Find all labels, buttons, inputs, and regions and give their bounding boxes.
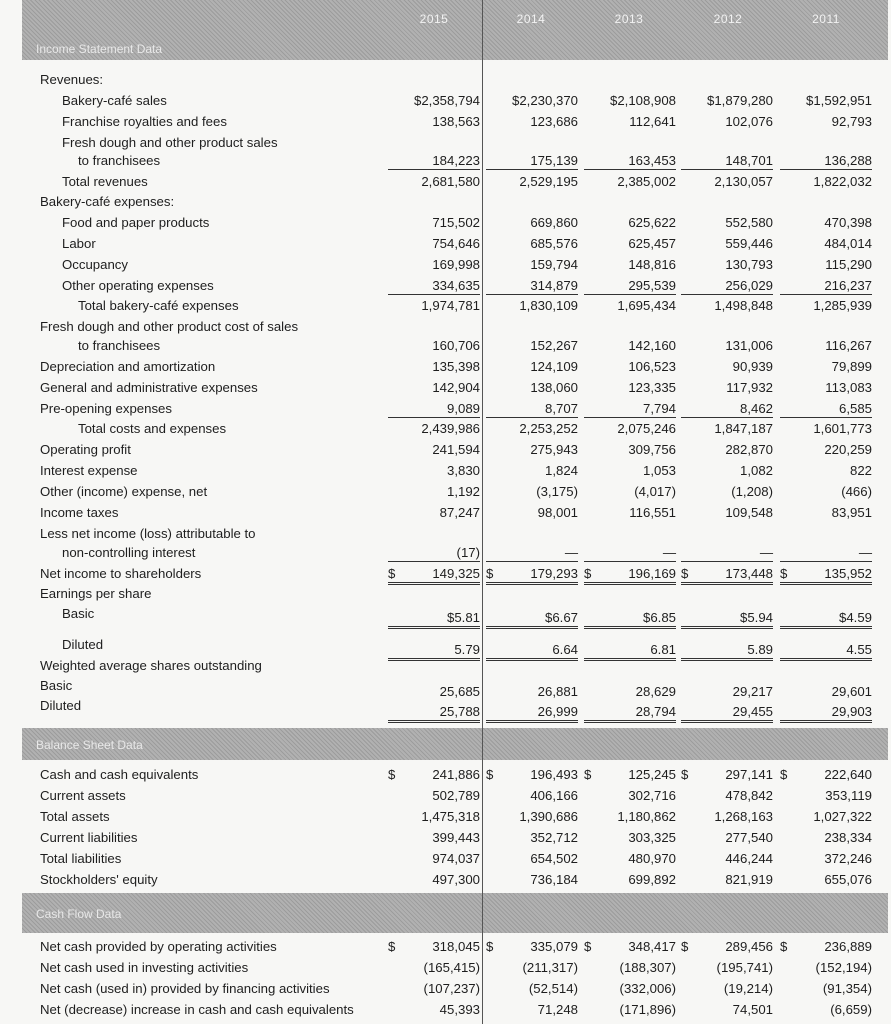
table-cell: — [780,545,872,562]
row-label: Basic [40,678,73,693]
table-cell: 282,870 [725,442,773,457]
table-cell: 2,253,252 [519,421,578,436]
cell-value: 196,169 [628,566,676,581]
row-label: Other (income) expense, net [40,484,208,499]
row-label: Cash and cash equivalents [40,767,199,782]
table-cell: (3,175) [536,484,578,499]
table-cell: 159,794 [530,257,578,272]
table-cell: (91,354) [822,981,872,996]
table-cell: — [681,545,773,562]
table-cell: (188,307) [619,960,676,975]
cell-value: 173,448 [725,566,773,581]
year-header-2012: 2012 [713,12,743,26]
table-cell: 6.64 [486,642,578,661]
dollar-sign: $ [584,566,592,581]
table-cell: 175,139 [486,153,578,170]
dollar-sign: $ [388,767,396,782]
table-cell: $6.85 [584,610,676,629]
dollar-sign: $ [780,767,788,782]
table-cell: 130,793 [725,257,773,272]
table-cell: 715,502 [432,215,480,230]
row-label: Less net income (loss) attributable to [40,526,256,541]
table-cell: 109,548 [725,505,773,520]
table-cell: 497,300 [432,872,480,887]
cell-value: 335,079 [530,939,578,954]
table-cell: 29,601 [831,684,872,699]
table-cell: 302,716 [628,788,676,803]
row-label: Weighted average shares outstanding [40,658,262,673]
table-cell: $1,879,280 [706,93,773,108]
table-cell: 478,842 [725,788,773,803]
table-cell: 29,903 [780,704,872,723]
table-cell: 470,398 [824,215,872,230]
table-cell: (165,415) [423,960,480,975]
table-cell: 275,943 [530,442,578,457]
row-label: Current assets [40,788,126,803]
table-cell: 184,223 [388,153,480,170]
table-cell: 28,629 [635,684,676,699]
table-cell [388,767,480,782]
row-label: Basic [62,606,95,621]
table-cell: (107,237) [423,981,480,996]
table-cell: $2,108,908 [609,93,676,108]
row-label: Net cash (used in) provided by financing activities [40,981,330,996]
cell-value: 297,141 [725,767,773,782]
table-cell: 754,646 [432,236,480,251]
table-cell: 372,246 [824,851,872,866]
table-cell: 552,580 [725,215,773,230]
year-header-2015: 2015 [419,12,449,26]
dollar-sign: $ [681,939,689,954]
dollar-sign: $ [486,767,494,782]
table-cell: 25,788 [388,704,480,723]
row-label: Food and paper products [62,215,210,230]
table-cell: 1,847,187 [714,421,773,436]
row-label: Income taxes [40,505,119,520]
row-label: Current liabilities [40,830,138,845]
table-cell: 9,089 [388,401,480,418]
table-cell: 216,237 [780,278,872,295]
dollar-sign: $ [388,939,396,954]
table-cell [486,767,578,782]
cell-value: 318,045 [432,939,480,954]
table-cell: 2,439,986 [421,421,480,436]
table-cell [780,767,872,782]
table-cell: — [584,545,676,562]
table-cell: 131,006 [725,338,773,353]
table-cell: 241,594 [432,442,480,457]
table-cell: 71,248 [537,1002,578,1017]
table-cell: 625,622 [628,215,676,230]
table-cell: 83,951 [831,505,872,520]
table-cell: (332,006) [619,981,676,996]
table-cell: 1,053 [642,463,676,478]
table-cell: 1,475,318 [421,809,480,824]
table-cell: 2,075,246 [617,421,676,436]
cell-value: 135,952 [824,566,872,581]
table-cell: 87,247 [439,505,480,520]
table-cell: 736,184 [530,872,578,887]
row-label: Pre-opening expenses [40,401,172,416]
table-cell: — [486,545,578,562]
table-cell: 29,217 [732,684,773,699]
row-label: Fresh dough and other product sales [62,135,278,150]
table-cell: 625,457 [628,236,676,251]
table-cell: 821,919 [725,872,773,887]
table-cell: 7,794 [584,401,676,418]
table-cell [486,566,578,585]
table-cell: 220,259 [824,442,872,457]
dollar-sign: $ [681,767,689,782]
table-cell: 1,268,163 [714,809,773,824]
table-cell [681,939,773,954]
dollar-sign: $ [584,767,592,782]
table-cell [780,939,872,954]
table-cell: 974,037 [432,851,480,866]
table-cell: (152,194) [815,960,872,975]
cash-flow-title: Cash Flow Data [36,907,122,921]
row-label: to franchisees [78,338,161,353]
cell-value: 179,293 [530,566,578,581]
table-cell: (4,017) [634,484,676,499]
row-label: Total revenues [62,174,148,189]
table-cell [780,566,872,585]
table-cell: 238,334 [824,830,872,845]
table-cell: 446,244 [725,851,773,866]
row-label: Stockholders' equity [40,872,158,887]
row-label: Other operating expenses [62,278,214,293]
table-cell: 6.81 [584,642,676,661]
row-label: Franchise royalties and fees [62,114,227,129]
table-cell: 699,892 [628,872,676,887]
table-cell: 5.79 [388,642,480,661]
dollar-sign: $ [681,566,689,581]
row-label: Total costs and expenses [78,421,227,436]
table-cell: 74,501 [732,1002,773,1017]
row-label: Total liabilities [40,851,122,866]
row-label: Bakery-café expenses: [40,194,175,209]
table-cell: 399,443 [432,830,480,845]
table-cell: $6.67 [486,610,578,629]
table-cell: 277,540 [725,830,773,845]
table-cell: 655,076 [824,872,872,887]
table-cell [584,767,676,782]
table-cell: 142,160 [628,338,676,353]
table-cell: 79,899 [831,359,872,374]
table-cell: 1,285,939 [813,298,872,313]
row-label: Total bakery-café expenses [78,298,239,313]
table-cell: $4.59 [780,610,872,629]
table-cell: 102,076 [725,114,773,129]
year-header-2011: 2011 [812,12,840,26]
table-cell: $2,358,794 [413,93,480,108]
row-label: Diluted [40,698,82,713]
row-label: Interest expense [40,463,138,478]
table-cell: 480,970 [628,851,676,866]
table-cell: 45,393 [439,1002,480,1017]
table-cell: 256,029 [681,278,773,295]
table-cell [681,566,773,585]
table-cell: 406,166 [530,788,578,803]
table-cell: 352,712 [530,830,578,845]
table-cell: 822 [849,463,872,478]
table-cell: 2,385,002 [617,174,676,189]
table-cell: 1,390,686 [519,809,578,824]
table-cell [388,939,480,954]
table-cell: 303,325 [628,830,676,845]
table-cell: 117,932 [726,380,773,395]
table-cell [584,566,676,585]
table-cell: 353,119 [825,788,872,803]
table-cell: 113,083 [825,380,872,395]
column-divider [482,0,483,1024]
cell-value: 125,245 [628,767,676,782]
table-cell: 106,523 [628,359,676,374]
table-cell: (19,214) [723,981,773,996]
table-cell: 685,576 [530,236,578,251]
row-label: Diluted [62,637,104,652]
cell-value: 289,456 [725,939,773,954]
cell-value: 348,417 [628,939,676,954]
table-cell: 8,462 [681,401,773,418]
row-label: Net cash provided by operating activities [40,939,277,954]
table-cell: 148,816 [628,257,676,272]
table-cell: 92,793 [831,114,872,129]
table-cell: 2,681,580 [421,174,480,189]
row-label: non-controlling interest [62,545,196,560]
table-cell: (211,317) [522,960,578,975]
table-cell: 26,881 [537,684,578,699]
year-header-2014: 2014 [516,12,546,26]
row-label: Total assets [40,809,110,824]
dollar-sign: $ [486,566,494,581]
table-cell: 314,879 [486,278,578,295]
cell-value: 222,640 [824,767,872,782]
dollar-sign: $ [486,939,494,954]
table-cell: 1,974,781 [421,298,480,313]
table-cell: $1,592,951 [805,93,872,108]
table-cell: 309,756 [628,442,676,457]
table-cell: 135,398 [432,359,480,374]
table-cell: 1,695,434 [617,298,676,313]
table-cell [388,566,480,585]
table-cell: 116,551 [629,505,676,520]
year-header-2013: 2013 [614,12,644,26]
balance-sheet-title: Balance Sheet Data [36,738,143,752]
table-cell: (1,208) [731,484,773,499]
row-label: Occupancy [62,257,128,272]
row-label: Revenues: [40,72,104,87]
table-cell: 1,824 [544,463,578,478]
table-cell: 559,446 [725,236,773,251]
table-cell: 4.55 [780,642,872,661]
table-cell: 5.89 [681,642,773,661]
table-cell: $5.94 [681,610,773,629]
table-cell: 28,794 [584,704,676,723]
row-label: Net income to shareholders [40,566,202,581]
table-cell: 654,502 [530,851,578,866]
table-cell: $2,230,370 [511,93,578,108]
balance-sheet-band [22,728,888,760]
table-cell: 124,109 [530,359,578,374]
table-cell: 25,685 [439,684,480,699]
table-cell: 1,180,862 [617,809,676,824]
cash-flow-band [22,893,888,933]
table-cell: 136,288 [780,153,872,170]
cell-value: 149,325 [432,566,480,581]
table-cell: 669,860 [530,215,578,230]
table-cell: 29,455 [681,704,773,723]
table-cell: 116,267 [825,338,872,353]
table-cell: 1,830,109 [519,298,578,313]
dollar-sign: $ [780,939,788,954]
row-label: Operating profit [40,442,131,457]
table-cell: 26,999 [486,704,578,723]
dollar-sign: $ [780,566,788,581]
row-label: Earnings per share [40,586,152,601]
cell-value: 241,886 [432,767,480,782]
row-label: General and administrative expenses [40,380,258,395]
table-cell: 1,822,032 [813,174,872,189]
table-cell [486,939,578,954]
table-cell: 148,701 [681,153,773,170]
dollar-sign: $ [388,566,396,581]
table-cell: 98,001 [537,505,578,520]
table-cell: (52,514) [528,981,578,996]
table-cell: 6,585 [780,401,872,418]
table-cell: 3,830 [446,463,480,478]
table-cell: 142,904 [432,380,480,395]
table-cell: 123,335 [628,380,676,395]
table-cell: 1,192 [446,484,480,499]
table-cell: (466) [841,484,872,499]
table-cell: 169,998 [432,257,480,272]
row-label: Net cash used in investing activities [40,960,249,975]
table-cell: 112,641 [629,114,676,129]
row-label: Labor [62,236,96,251]
table-cell: 1,601,773 [813,421,872,436]
table-cell: 2,130,057 [714,174,773,189]
table-cell [584,939,676,954]
table-cell: 152,267 [530,338,578,353]
table-cell: 160,706 [432,338,480,353]
table-cell: 484,014 [824,236,872,251]
table-cell: 138,563 [432,114,480,129]
cell-value: 236,889 [824,939,872,954]
table-cell: 502,789 [432,788,480,803]
table-cell: (17) [388,545,480,562]
table-cell: 163,453 [584,153,676,170]
row-label: Net (decrease) increase in cash and cash equivalents [40,1002,354,1017]
table-cell: 334,635 [388,278,480,295]
table-cell: (6,659) [830,1002,872,1017]
table-cell: $5.81 [388,610,480,629]
row-label: Bakery-café sales [62,93,167,108]
table-cell: 2,529,195 [519,174,578,189]
income-statement-title: Income Statement Data [36,42,163,56]
row-label: Fresh dough and other product cost of sales [40,319,299,334]
row-label: to franchisees [78,153,161,168]
table-cell: (171,896) [619,1002,676,1017]
table-cell: 1,082 [739,463,773,478]
table-cell: 115,290 [825,257,872,272]
table-cell: 1,027,322 [813,809,872,824]
row-label: Depreciation and amortization [40,359,216,374]
table-cell: 123,686 [530,114,578,129]
table-cell: 90,939 [732,359,773,374]
table-cell [681,767,773,782]
table-cell: 138,060 [530,380,578,395]
table-cell: (195,741) [716,960,773,975]
cell-value: 196,493 [530,767,578,782]
dollar-sign: $ [584,939,592,954]
table-cell: 295,539 [584,278,676,295]
table-cell: 1,498,848 [714,298,773,313]
table-cell: 8,707 [486,401,578,418]
